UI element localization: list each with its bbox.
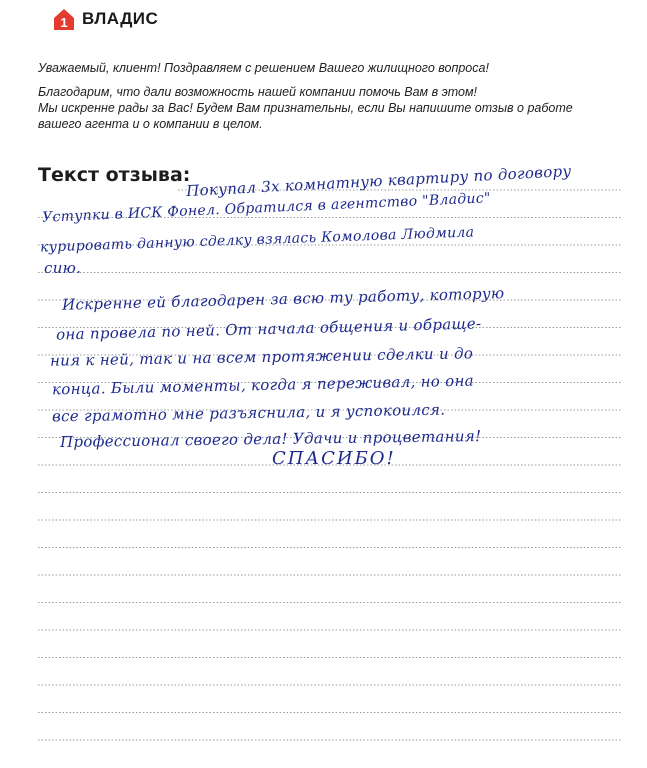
handwritten-line: Профессионал своего дела! Удачи и процветания!	[59, 427, 482, 451]
handwritten-line: все грамотно мне разъяснила, и я успокоился.	[51, 400, 446, 426]
svg-text:1: 1	[60, 15, 68, 30]
handwritten-line: Искренне ей благодарен за всю ту работу, которую	[61, 284, 505, 314]
handwritten-line: Уступки в ИСК Фонел. Обратился в агентство "Владис"	[41, 190, 492, 226]
brand-name: ВЛАДИС	[82, 9, 159, 28]
handwritten-line: конца. Были моменты, когда я переживал, но она	[51, 371, 475, 399]
thanks-line: Мы искренне рады за Вас! Будем Вам признательны, если Вы напишите отзыв о работе	[38, 101, 573, 115]
thanks-line: вашего агента и о компании в целом.	[38, 117, 263, 131]
handwritten-line: сию.	[44, 259, 82, 277]
handwritten-line: она провела по ней. От начала общения и обраще-	[55, 314, 482, 344]
handwritten-line: Покупал 3х комнатную квартиру по договору	[185, 161, 572, 201]
handwritten-line: СПАСИБО!	[272, 448, 396, 469]
handwritten-line: курировать данную сделку взялась Комолова Людмила	[39, 224, 475, 256]
review-heading: Текст отзыва:	[38, 164, 191, 186]
handwritten-line: ния к ней, так и на всем протяжении сделки и до	[49, 344, 474, 370]
thanks-line: Благодарим, что дали возможность нашей компании помочь Вам в этом!	[38, 85, 478, 99]
greeting-text: Уважаемый, клиент! Поздравляем с решением Вашего жилищного вопроса!	[38, 61, 489, 75]
